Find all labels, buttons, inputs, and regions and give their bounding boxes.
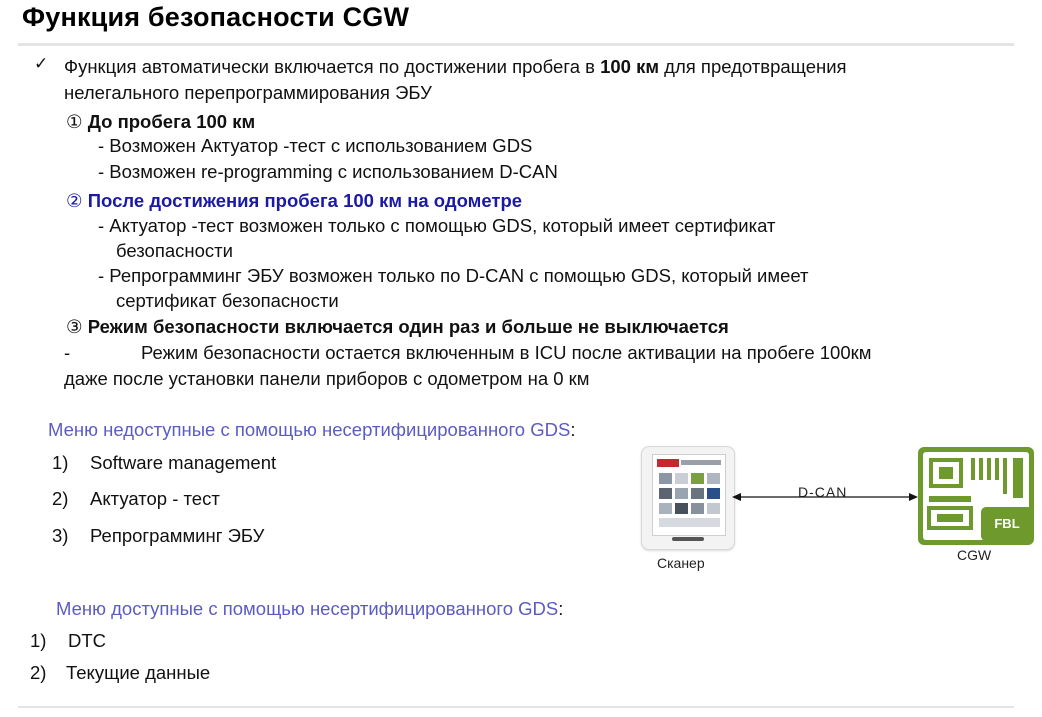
menu-unavailable-colon: : [570,419,576,440]
tablet-tile [707,473,720,484]
intro-text: Функция автоматически включается по достижении пробега в [64,56,601,77]
tablet-tile [691,503,704,514]
scanner-tablet-icon [641,446,735,550]
menu-unavailable-heading [48,417,575,442]
board-surface [923,452,1029,540]
tablet-tile [691,488,704,499]
tablet-tile [675,473,688,484]
tablet-bottom-bar [659,518,720,527]
tablet-tile [675,503,688,514]
list-item: DTC [68,630,107,651]
title-divider [18,43,1014,46]
page-title: Функция безопасности CGW [22,2,410,32]
tablet-tile [659,488,672,499]
tablet-logo [657,459,679,467]
tablet-header-bar [681,460,721,465]
section-1-heading [66,109,255,134]
section-2-item: - Актуатор -тест возможен только с помощью GDS, который имеет сертификат [98,215,776,236]
list-item: Текущие данные [66,662,211,683]
section-2-item: - Репрограмминг ЭБУ возможен только по D-CAN с помощью GDS, который имеет [98,265,809,286]
list-item-number: 1) [52,452,69,473]
section-1-item: - Возможен Актуатор -тест с использованием GDS [98,135,533,156]
section-2-number: ② [66,190,83,211]
tablet-buttons [672,537,704,541]
section-3-heading [66,314,729,339]
section-2-title: После достижения пробега 100 км на одометре [82,190,523,211]
section-3-item: Режим безопасности остается включенным в ICU после активации на пробеге 100км [141,342,872,363]
list-item-number: 2) [30,662,47,683]
menu-unavailable-title: Меню недоступные с помощью несертифицированного GDS [48,419,571,440]
bottom-divider [18,706,1014,708]
section-3-item-cont: даже после установки панели приборов с одометром на 0 км [64,368,590,389]
list-item-number: 1) [30,630,47,651]
tablet-tile [659,473,672,484]
menu-available-heading [56,596,563,621]
section-2-heading [66,188,522,213]
list-item-number: 3) [52,525,69,546]
circuit-board-icon [918,447,1034,545]
scanner-label: Сканер [657,555,705,571]
list-item: Актуатор - тест [90,488,220,509]
tablet-tile [675,488,688,499]
menu-available-title: Меню доступные с помощью несертифицированного GDS [56,598,559,619]
cgw-label: CGW [957,547,992,563]
tablet-tile [691,473,704,484]
section-3-number: ③ [66,316,83,337]
intro-text-tail: для предотвращения [659,56,847,77]
section-3-dash: - [64,342,71,363]
intro-line-1 [64,54,847,79]
section-1-title: До пробега 100 км [82,111,256,132]
checkmark-icon: ✓ [34,54,49,73]
section-3-title: Режим безопасности включается один раз и больше не выключается [82,316,729,337]
intro-bold-value: 100 км [600,56,660,77]
list-item-number: 2) [52,488,69,509]
section-1-item: - Возможен re-programming с использованием D-CAN [98,161,558,182]
section-1-number: ① [66,111,83,132]
intro-line-2: нелегального перепрограммирования ЭБУ [64,82,432,103]
list-item: Software management [90,452,277,473]
fbl-chip: FBL [981,507,1033,541]
tablet-tile [707,503,720,514]
tablet-tile [659,503,672,514]
menu-available-colon: : [558,598,564,619]
tablet-tile [707,488,720,499]
section-2-item-cont: безопасности [116,240,233,261]
section-2-item-cont: сертификат безопасности [116,290,339,311]
tablet-screen [652,454,726,536]
list-item: Репрограмминг ЭБУ [90,525,265,546]
d-can-label: D-CAN [798,484,848,500]
